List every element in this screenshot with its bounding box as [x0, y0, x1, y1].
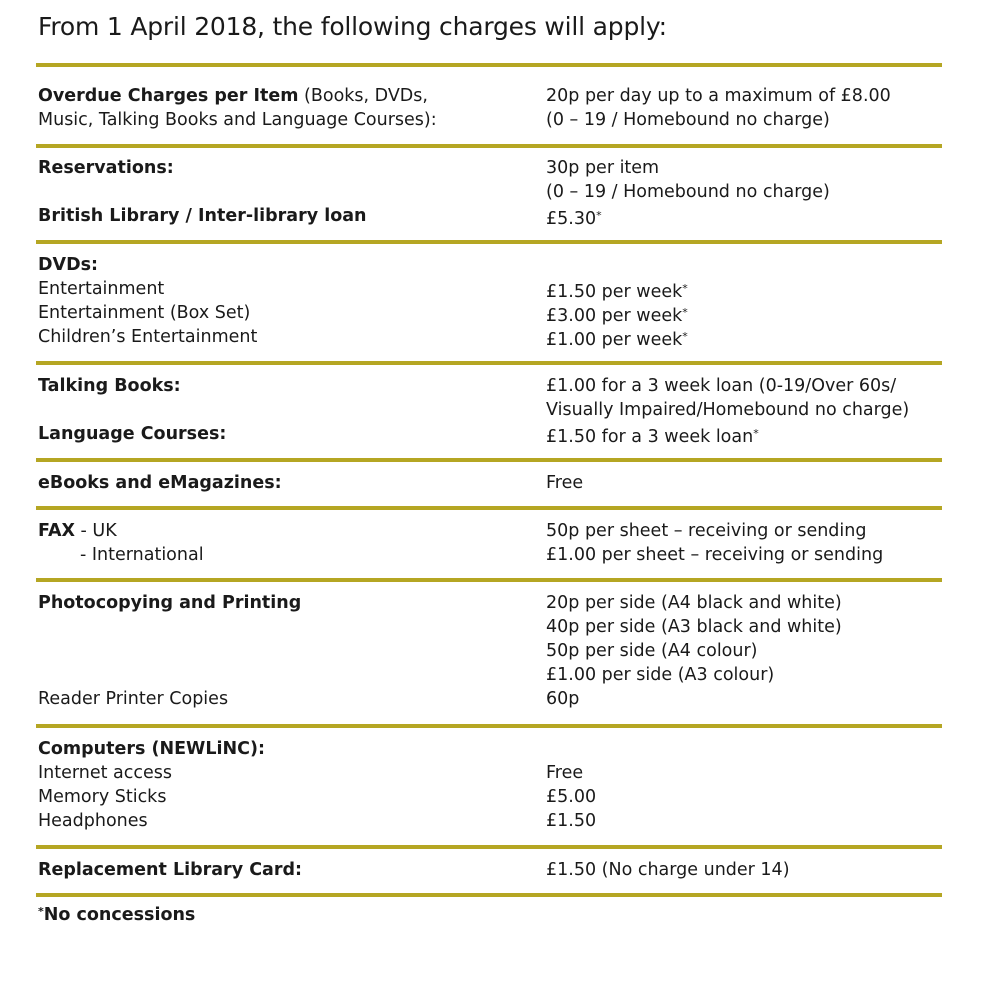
- language-courses-label: Language Courses:: [38, 424, 227, 444]
- overdue-value-line2: (0 – 19 / Homebound no charge): [546, 110, 830, 130]
- asterisk-mark: *: [682, 306, 688, 319]
- asterisk-mark: *: [753, 427, 759, 440]
- computer-item-label: Headphones: [38, 811, 148, 831]
- dvd-item-value: £1.00 per week: [546, 330, 683, 350]
- divider-rule: [36, 144, 942, 148]
- computer-item-value: £5.00: [546, 787, 597, 807]
- overdue-label-row: [38, 84, 428, 108]
- asterisk-mark: *: [682, 330, 688, 343]
- interlibrary-loan-label: British Library / Inter-library loan: [38, 206, 367, 226]
- asterisk-mark: *: [682, 282, 688, 295]
- photocopying-value: 40p per side (A3 black and white): [546, 617, 842, 637]
- fax-label-row: [38, 519, 117, 543]
- footnote: [38, 905, 195, 925]
- computer-item-label: Memory Sticks: [38, 787, 167, 807]
- reservations-value-line2: (0 – 19 / Homebound no charge): [546, 182, 830, 202]
- dvd-item-value-row: [546, 301, 688, 328]
- dvd-item-value-row: [546, 325, 688, 352]
- dvd-item-label: Children’s Entertainment: [38, 327, 258, 347]
- overdue-label: Overdue Charges per Item: [38, 86, 299, 106]
- divider-rule: [36, 361, 942, 365]
- dvds-heading: DVDs:: [38, 255, 99, 275]
- footnote-text: No concessions: [43, 905, 196, 925]
- language-courses-value: £1.50 for a 3 week loan: [546, 427, 754, 447]
- divider-rule: [36, 724, 942, 728]
- reservations-value-line1: 30p per item: [546, 158, 660, 178]
- fax-international-value: £1.00 per sheet – receiving or sending: [546, 545, 884, 565]
- page-title: From 1 April 2018, the following charges will apply:: [38, 12, 667, 41]
- interlibrary-loan-value-row: [546, 204, 602, 231]
- computer-item-label: Internet access: [38, 763, 173, 783]
- fax-label: FAX: [38, 521, 75, 541]
- talking-books-label: Talking Books:: [38, 376, 181, 396]
- dvd-item-value: £3.00 per week: [546, 306, 683, 326]
- replacement-card-value: £1.50 (No charge under 14): [546, 860, 790, 880]
- dvd-item-value: £1.50 per week: [546, 282, 683, 302]
- overdue-value-line1: 20p per day up to a maximum of £8.00: [546, 86, 891, 106]
- computer-item-value: Free: [546, 763, 584, 783]
- divider-rule: [36, 845, 942, 849]
- computer-item-value: £1.50: [546, 811, 597, 831]
- reader-printer-value: 60p: [546, 689, 580, 709]
- divider-rule: [36, 63, 942, 67]
- ebooks-label: eBooks and eMagazines:: [38, 473, 282, 493]
- divider-rule: [36, 506, 942, 510]
- fax-uk-value: 50p per sheet – receiving or sending: [546, 521, 867, 541]
- talking-books-value-line2: Visually Impaired/Homebound no charge): [546, 400, 910, 420]
- interlibrary-loan-value: £5.30: [546, 209, 597, 229]
- photocopying-value: 50p per side (A4 colour): [546, 641, 758, 661]
- photocopying-label: Photocopying and Printing: [38, 593, 302, 613]
- reservations-label: Reservations:: [38, 158, 174, 178]
- replacement-card-label: Replacement Library Card:: [38, 860, 302, 880]
- dvd-item-label: Entertainment (Box Set): [38, 303, 251, 323]
- dvd-item-value-row: [546, 277, 688, 304]
- computers-heading: Computers (NEWLiNC):: [38, 739, 265, 759]
- divider-rule: [36, 458, 942, 462]
- overdue-label-suffix: (Books, DVDs,: [298, 86, 428, 106]
- fax-international-label: - International: [80, 545, 204, 565]
- divider-rule: [36, 893, 942, 897]
- language-courses-value-row: [546, 422, 759, 449]
- dvd-item-label: Entertainment: [38, 279, 165, 299]
- divider-rule: [36, 578, 942, 582]
- reader-printer-label: Reader Printer Copies: [38, 689, 229, 709]
- photocopying-value: £1.00 per side (A3 colour): [546, 665, 775, 685]
- ebooks-value: Free: [546, 473, 584, 493]
- photocopying-value: 20p per side (A4 black and white): [546, 593, 842, 613]
- asterisk-mark: *: [38, 905, 44, 918]
- divider-rule: [36, 240, 942, 244]
- talking-books-value-line1: £1.00 for a 3 week loan (0-19/Over 60s/: [546, 376, 897, 396]
- overdue-label-line2: Music, Talking Books and Language Courses):: [38, 110, 437, 130]
- asterisk-mark: *: [596, 209, 602, 222]
- fax-uk-label: - UK: [74, 521, 117, 541]
